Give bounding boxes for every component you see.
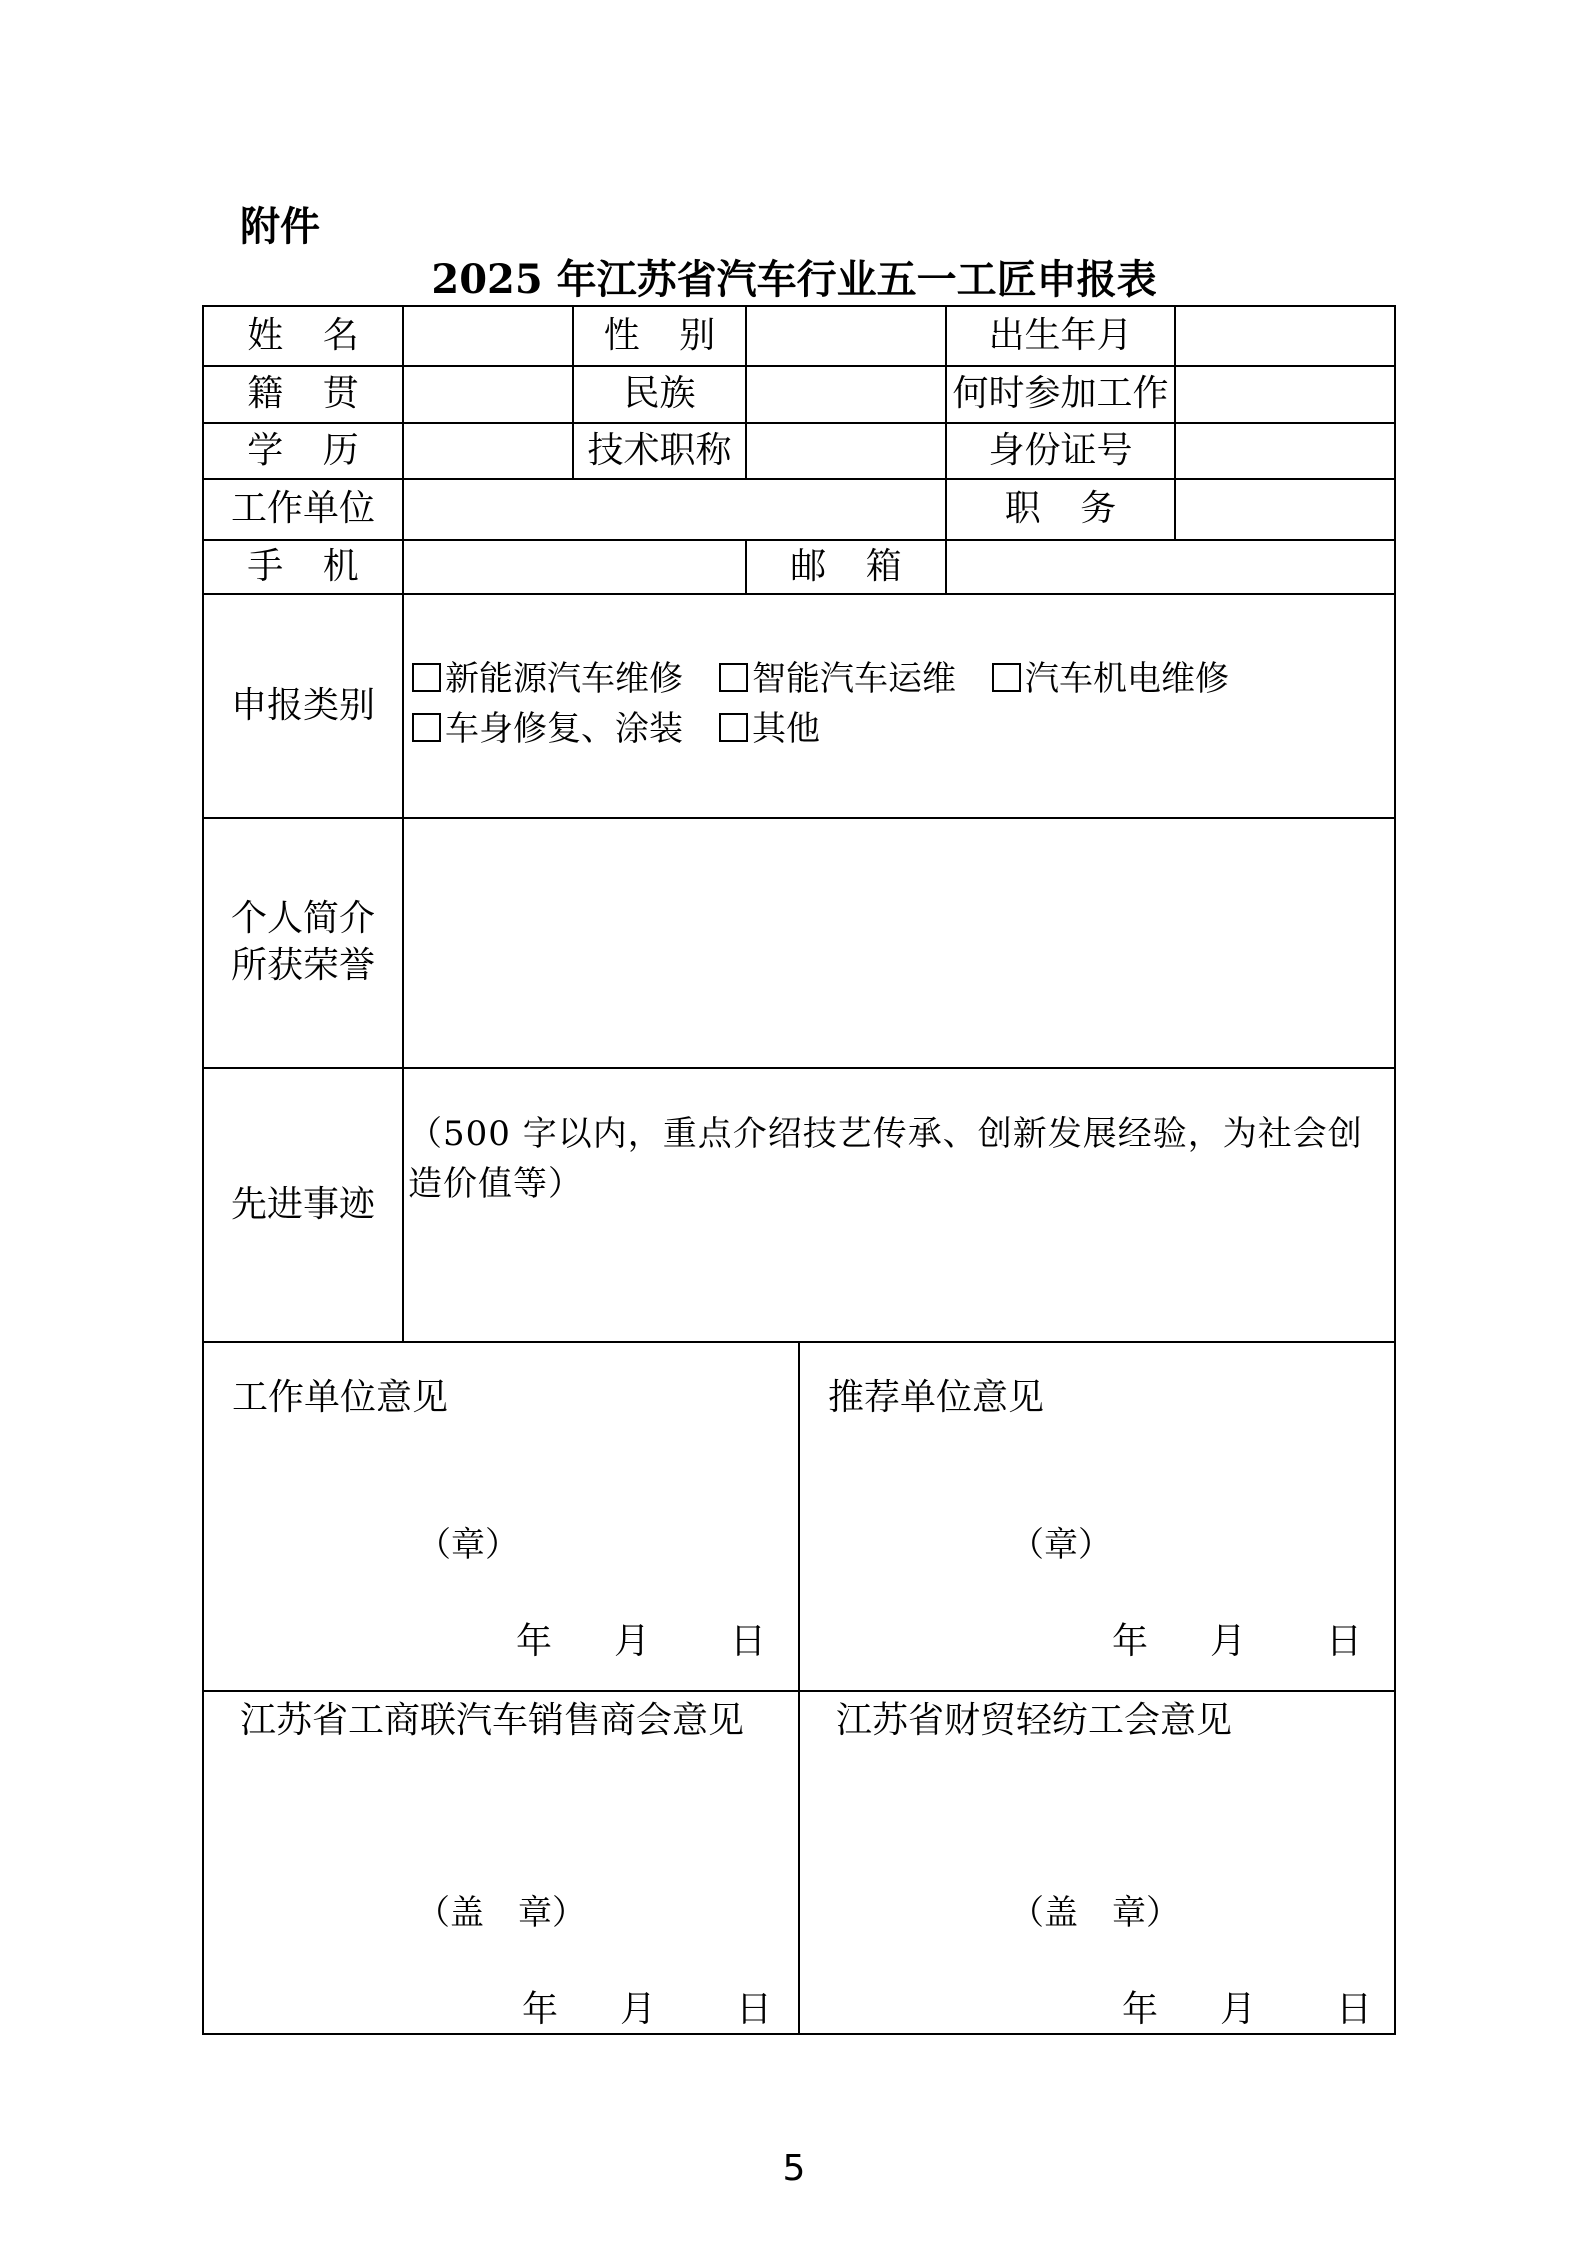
year-label: 年 [522,1989,559,2030]
attachment-label: 附件 [240,204,320,250]
tech-title-field[interactable] [747,424,947,480]
day-label: 日 [730,1621,767,1662]
page-number: 5 [782,2148,806,2189]
checkbox-icon[interactable] [412,713,441,742]
achievements-field[interactable] [404,1069,1396,1343]
month-label: 月 [1220,1989,1257,2030]
category-option[interactable] [412,659,683,699]
work-start-label: 何时参加工作 [947,367,1176,424]
day-label: 日 [1326,1621,1363,1662]
year-label: 年 [1112,1621,1149,1662]
profile-label [204,819,404,1069]
recommender-opinion-box[interactable] [800,1343,1396,1692]
union-opinion-title: 江苏省财贸轻纺工会意见 [836,1700,1233,1741]
chamber-opinion-box[interactable] [204,1692,800,2035]
form-title: 2025 年江苏省汽车行业五一工匠申报表 [431,256,1157,303]
profile-field[interactable] [404,819,1396,1069]
employer-label: 工作单位 [204,480,404,541]
category-options [404,595,1396,819]
category-option-label: 汽车机电维修 [1025,659,1229,699]
employer-date [516,1619,766,1666]
application-form [202,305,1396,2035]
union-opinion-box[interactable] [800,1692,1396,2035]
birth-label: 出生年月 [947,307,1176,367]
category-option[interactable] [719,709,820,749]
birth-field[interactable] [1176,307,1396,367]
email-field[interactable] [947,541,1396,595]
achievements-note: （500 字以内，重点介绍技艺传承、创新发展经验，为社会创造价值等） [408,1114,1363,1204]
position-field[interactable] [1176,480,1396,541]
chamber-opinion-title: 江苏省工商联汽车销售商会意见 [240,1700,745,1741]
name-field[interactable] [404,307,574,367]
education-label: 学 历 [204,424,404,480]
name-label: 姓 名 [204,307,404,367]
employer-opinion-box[interactable] [204,1343,800,1692]
education-field[interactable] [404,424,574,480]
tech-title-label: 技术职称 [574,424,747,480]
category-option-label: 其他 [752,709,820,749]
native-place-field[interactable] [404,367,574,424]
profile-label-line1: 个人简介 [230,898,375,940]
native-place-label: 籍 贯 [204,367,404,424]
category-option[interactable] [412,709,683,749]
employer-field[interactable] [404,480,947,541]
union-date [1122,1987,1372,2034]
category-option-label: 智能汽车运维 [752,659,956,699]
ethnicity-label: 民族 [574,367,747,424]
category-option-label: 车身修复、涂装 [445,709,683,749]
profile-label-line2: 所获荣誉 [230,945,375,986]
position-label: 职 务 [947,480,1176,541]
checkbox-icon[interactable] [992,663,1021,692]
day-label: 日 [1336,1989,1373,2030]
gender-field[interactable] [747,307,947,367]
employer-opinion-title: 工作单位意见 [232,1377,449,1418]
month-label: 月 [614,1621,651,1662]
mobile-label: 手 机 [204,541,404,595]
ethnicity-field[interactable] [747,367,947,424]
recommender-seal: （章） [1010,1525,1112,1565]
recommender-date [1112,1619,1362,1666]
email-label: 邮 箱 [747,541,947,595]
checkbox-icon[interactable] [412,663,441,692]
category-option-label: 新能源汽车维修 [445,659,683,699]
id-number-field[interactable] [1176,424,1396,480]
category-option[interactable] [719,659,956,699]
year-label: 年 [1122,1989,1159,2030]
employer-seal: （章） [417,1525,519,1565]
chamber-seal: （盖 章） [416,1893,586,1933]
union-seal: （盖 章） [1010,1893,1180,1933]
work-start-field[interactable] [1176,367,1396,424]
checkbox-icon[interactable] [719,713,748,742]
category-label: 申报类别 [204,595,404,819]
mobile-field[interactable] [404,541,747,595]
achievements-label: 先进事迹 [204,1069,404,1343]
year-label: 年 [516,1621,553,1662]
day-label: 日 [736,1989,773,2030]
gender-label: 性 别 [574,307,747,367]
month-label: 月 [1210,1621,1247,1662]
recommender-opinion-title: 推荐单位意见 [828,1377,1045,1418]
checkbox-icon[interactable] [719,663,748,692]
chamber-date [522,1987,772,2034]
month-label: 月 [620,1989,657,2030]
id-number-label: 身份证号 [947,424,1176,480]
category-option[interactable] [992,659,1229,699]
